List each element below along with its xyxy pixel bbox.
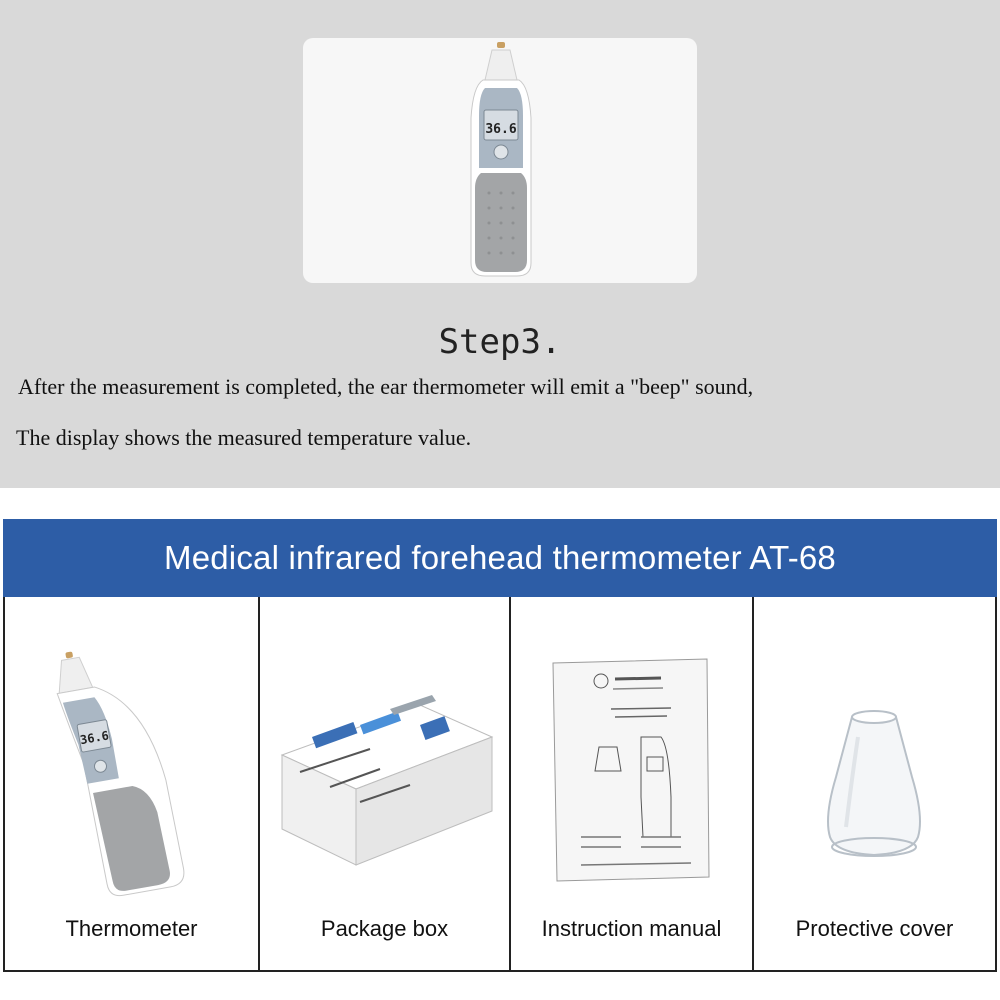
step-photo-card bbox=[303, 38, 697, 283]
thermometer-display-value: 36.6 bbox=[79, 728, 110, 748]
step-title: Step3. bbox=[438, 322, 562, 362]
step-display-value: 36.6 bbox=[485, 122, 517, 137]
item-label-protective-cover: Protective cover bbox=[795, 916, 954, 941]
item-cell-instruction-manual bbox=[511, 597, 754, 970]
step-section bbox=[0, 0, 1000, 488]
item-label-package-box: Package box bbox=[320, 916, 449, 941]
step-description-line-1: After the measurement is completed, the ear thermometer will emit a "beep" sound, bbox=[18, 374, 754, 399]
package-contents-grid bbox=[3, 597, 997, 972]
item-label-thermometer: Thermometer bbox=[65, 916, 198, 941]
item-cell-package-box bbox=[260, 597, 511, 970]
product-banner: Medical infrared forehead thermometer AT-68 bbox=[3, 519, 997, 597]
package-box-icon bbox=[260, 597, 509, 897]
probe-cover-icon bbox=[754, 597, 995, 897]
item-cell-thermometer bbox=[5, 597, 260, 970]
step-description-line-2: The display shows the measured temperature value. bbox=[16, 425, 472, 450]
thermometer-icon bbox=[5, 597, 258, 897]
item-cell-protective-cover bbox=[754, 597, 997, 970]
ear-thermometer-icon bbox=[303, 38, 697, 283]
item-label-instruction-manual: Instruction manual bbox=[541, 916, 722, 941]
manual-icon bbox=[511, 597, 752, 897]
